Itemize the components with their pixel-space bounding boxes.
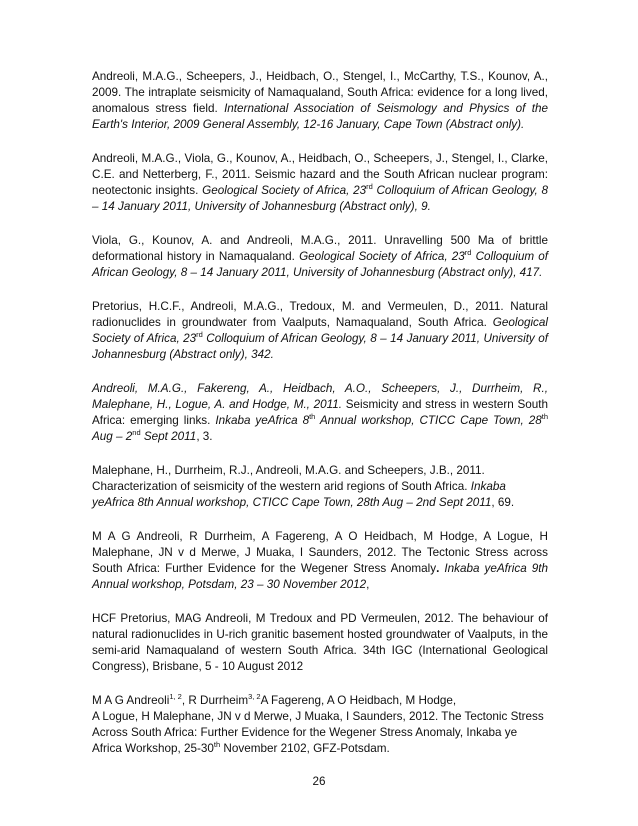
ref-9-author-b: , R Durrheim (181, 694, 249, 707)
reference-entry-4 (92, 299, 548, 363)
ref-5-source-c: Aug – 2 (92, 430, 133, 443)
ref-9-sup-c: th (213, 740, 221, 750)
ref-2-sup: rd (366, 182, 373, 192)
reference-entry-8 (92, 611, 548, 675)
ref-7-bold-period: . (436, 562, 445, 575)
ref-5-authors: Andreoli, M.A.G., Fakereng, A., Heidbach, A.O., Scheepers, J., Durrheim, R., Malephane, H., Logue, A. and Hodge, M., 2011. (92, 382, 548, 411)
ref-2-source-b: Colloquium of African Geology, 8 – 14 January 2011, University of Johannesburg (Abstract only), 9. (92, 184, 548, 213)
ref-7-source: Inkaba yeAfrica 9th Annual workshop, Potsdam, 23 – 30 November 2012 (92, 562, 548, 591)
ref-5-source-b: Annual workshop, CTICC Cape Town, 28 (315, 414, 542, 427)
ref-2-source-a: Geological Society of Africa, 23 (202, 184, 367, 197)
ref-1-source: International Association of Seismology and Physics of the Earth's Interior, 2009 General Assembly, 12-16 January, Cape Town (Abstract only). (92, 102, 549, 131)
ref-3-source-a: Geological Society of Africa, 23 (299, 250, 465, 263)
ref-9-sup-a: 1, 2 (169, 692, 182, 702)
reference-list (92, 69, 548, 775)
ref-5-tail: , 3. (196, 430, 213, 443)
reference-entry-5 (92, 381, 548, 445)
ref-7-text: M A G Andreoli, R Durrheim, A Fagereng, A O Heidbach, M Hodge, A Logue, H Malephane, JN v d Merwe, J Muaka, I Saunders, 2012. The Tectonic Stress across South Africa: Further Evidence for the Wegener Stress Anomaly (92, 530, 548, 575)
ref-9-author-c: A Fagereng, A O Heidbach, M Hodge, (260, 694, 457, 707)
ref-5-sup-b: th (541, 412, 549, 422)
ref-9-author-a: M A G Andreoli (92, 694, 170, 707)
ref-2-text: Andreoli, M.A.G., Viola, G., Kounov, A., Heidbach, O., Scheepers, J., Stengel, I., Clarke, C.E. and Netterberg, F., 2011. Seismic hazard and the South African nuclear program: neotectonic insights. (92, 152, 548, 197)
ref-6-tail: , 69. (491, 496, 515, 509)
ref-4-source-b: Colloquium of African Geology, 8 – 14 January 2011, University of Johannesburg (Abstract only), 342. (92, 332, 548, 361)
ref-5-sup-c: nd (132, 428, 141, 438)
ref-6-source: Inkaba yeAfrica 8th Annual workshop, CTICC Cape Town, 28th Aug – 2nd Sept 2011 (92, 480, 506, 509)
ref-5-sup-a: th (309, 412, 316, 422)
reference-entry-1 (92, 69, 548, 133)
ref-3-sup: rd (464, 248, 472, 258)
ref-1-text: Andreoli, M.A.G., Scheepers, J., Heidbach, O., Stengel, I., McCarthy, T.S., Kounov, A., 2009. The intraplate seismicity of Namaqualand, South Africa: evidence for a long lived, anomalous stress field. (92, 70, 548, 115)
ref-3-text: Viola, G., Kounov, A. and Andreoli, M.A.G., 2011. Unravelling 500 Ma of brittle deformational history in Namaqualand. (92, 234, 548, 263)
ref-3-source-b: Colloquium of African Geology, 8 – 14 January 2011, University of Johannesburg (Abstract only), 417. (92, 250, 548, 279)
reference-entry-3 (92, 233, 548, 281)
ref-5-source-d: Sept 2011 (140, 430, 197, 443)
reference-entry-2 (92, 151, 548, 215)
ref-4-source-a: Geological Society of Africa, 23 (92, 316, 548, 345)
ref-7-tail: , (366, 578, 370, 591)
ref-8-text: HCF Pretorius, MAG Andreoli, M Tredoux and PD Vermeulen, 2012. The behaviour of natural radionuclides in U-rich granitic basement hosted groundwater of Vaalputs, in the semi-arid Namaqualand of western South Africa. 34th IGC (International Geological Congress), Brisbane, 5 - 10 August 2012 (92, 612, 548, 673)
ref-4-sup: rd (196, 330, 203, 340)
page-number: 26 (312, 775, 326, 788)
ref-4-text: Pretorius, H.C.F., Andreoli, M.A.G., Tredoux, M. and Vermeulen, D., 2011. Natural radionuclides in groundwater from Vaalputs, Namaqualand, South Africa. (92, 300, 548, 329)
ref-9-text: A Logue, H Malephane, JN v d Merwe, J Muaka, I Saunders, 2012. The Tectonic Stress Across South Africa: Further Evidence for the Wegener Stress Anomaly, Inkaba ye Africa Workshop, 25-30 (92, 710, 544, 755)
reference-entry-9 (92, 693, 548, 757)
ref-6-text: Malephane, H., Durrheim, R.J., Andreoli, M.A.G. and Scheepers, J.B., 2011. Characterization of seismicity of the western arid regions of South Africa. (92, 464, 485, 493)
reference-entry-6 (92, 463, 548, 511)
ref-9-tail: November 2102, GFZ-Potsdam. (220, 742, 390, 755)
ref-5-text: Seismicity and stress in western South Africa: emerging links. (92, 398, 548, 427)
ref-5-source-a: Inkaba yeAfrica 8 (215, 414, 310, 427)
reference-entry-7 (92, 529, 548, 593)
ref-9-sup-b: 3, 2 (248, 692, 261, 702)
